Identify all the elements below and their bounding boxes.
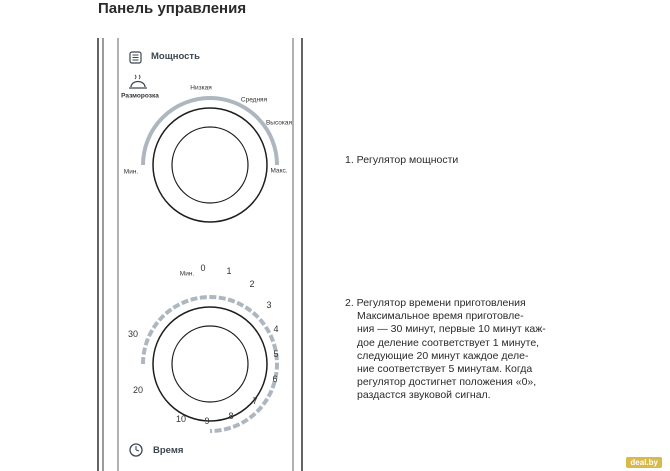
power-level-medium: Средняя bbox=[240, 96, 268, 104]
description-item-2: 2. Регулятор времени приготовления Максимальное время приготовле- ния — 30 минут, первые 10 минут каж- дое деление соответствует 1 минуте, следующие 20 минут каждое деле- ние соответствует 5 минутам. Когда регулятор достигнет положения «0», раздастся звуковой сигнал. bbox=[345, 297, 546, 402]
clock-icon bbox=[130, 444, 142, 456]
control-panel-graphic bbox=[95, 38, 307, 471]
time-header: Время bbox=[153, 445, 184, 456]
defrost-icon bbox=[129, 75, 147, 88]
timer-knob-center bbox=[172, 326, 248, 402]
page-title: Панель управления bbox=[98, 0, 247, 17]
timer-mark-9: 9 bbox=[204, 416, 210, 426]
power-level-max: Макс. bbox=[270, 167, 288, 175]
power-knob-center bbox=[172, 127, 248, 203]
timer-mark-8: 8 bbox=[228, 411, 234, 421]
power-level-high: Высокая bbox=[265, 119, 293, 127]
watermark: deal.by bbox=[626, 457, 662, 468]
defrost-label: Разморозка bbox=[121, 92, 159, 100]
timer-mark-1: 1 bbox=[226, 266, 232, 276]
power-level-min: Мин. bbox=[123, 168, 139, 176]
power-level-low: Низкая bbox=[190, 84, 212, 92]
timer-mark-7: 7 bbox=[252, 396, 258, 406]
power-header: Мощность bbox=[151, 51, 200, 62]
timer-mark-4: 4 bbox=[273, 324, 279, 334]
timer-mark-2: 2 bbox=[249, 279, 255, 289]
timer-mark-20: 20 bbox=[132, 385, 144, 395]
power-icon bbox=[130, 52, 141, 63]
timer-mark-0: 0 bbox=[200, 263, 206, 273]
timer-mark-6: 6 bbox=[272, 374, 278, 384]
control-panel bbox=[95, 38, 307, 471]
timer-mark-3: 3 bbox=[266, 300, 272, 310]
description-item-1: 1. Регулятор мощности bbox=[345, 154, 459, 166]
timer-mark-30: 30 bbox=[127, 329, 139, 339]
timer-mark-10: 10 bbox=[175, 414, 187, 424]
timer-mark-5: 5 bbox=[273, 349, 279, 359]
timer-min-label: Мин. bbox=[179, 270, 195, 278]
